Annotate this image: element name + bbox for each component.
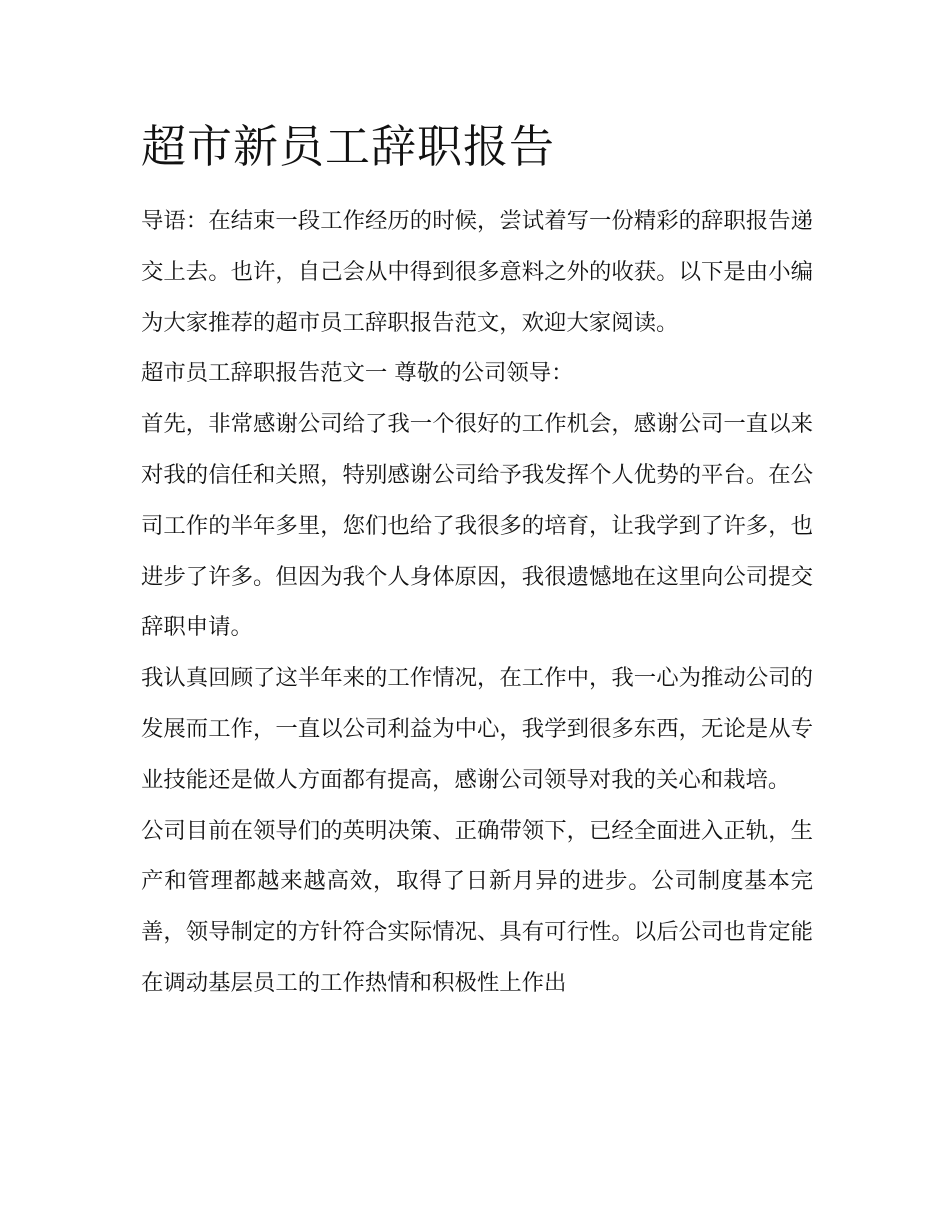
paragraph-list: [141, 196, 813, 1009]
document-title: 超市新员工辞职报告: [141, 120, 556, 173]
salutation-paragraph: 超市员工辞职报告范文一 尊敬的公司领导：: [141, 360, 574, 387]
body-paragraph: 我认真回顾了这半年来的工作情况，在工作中，我一心为推动公司的发展而工作，一直以公司利益为中心，我学到很多东西，无论是从专业技能还是做人方面都有提高，感谢公司领导对我的关心和栽培。: [141, 665, 813, 793]
body-paragraph: 公司目前在领导们的英明决策、正确带领下，已经全面进入正轨，生产和管理都越来越高效，取得了日新月异的进步。公司制度基本完善，领导制定的方针符合实际情况、具有可行性。以后公司也肯定能在调动基层员工的工作热情和积极性上作出: [141, 817, 813, 996]
intro-paragraph: 导语：在结束一段工作经历的时候，尝试着写一份精彩的辞职报告递交上去。也许，自己会从中得到很多意料之外的收获。以下是由小编为大家推荐的超市员工辞职报告范文，欢迎大家阅读。: [141, 208, 813, 336]
body-paragraph: 首先，非常感谢公司给了我一个很好的工作机会，感谢公司一直以来对我的信任和关照，特别感谢公司给予我发挥个人优势的平台。在公司工作的半年多里，您们也给了我很多的培育，让我学到了许多，也进步了许多。但因为我个人身体原因，我很遗憾地在这里向公司提交辞职申请。: [141, 411, 813, 641]
document-body: [141, 112, 813, 1009]
